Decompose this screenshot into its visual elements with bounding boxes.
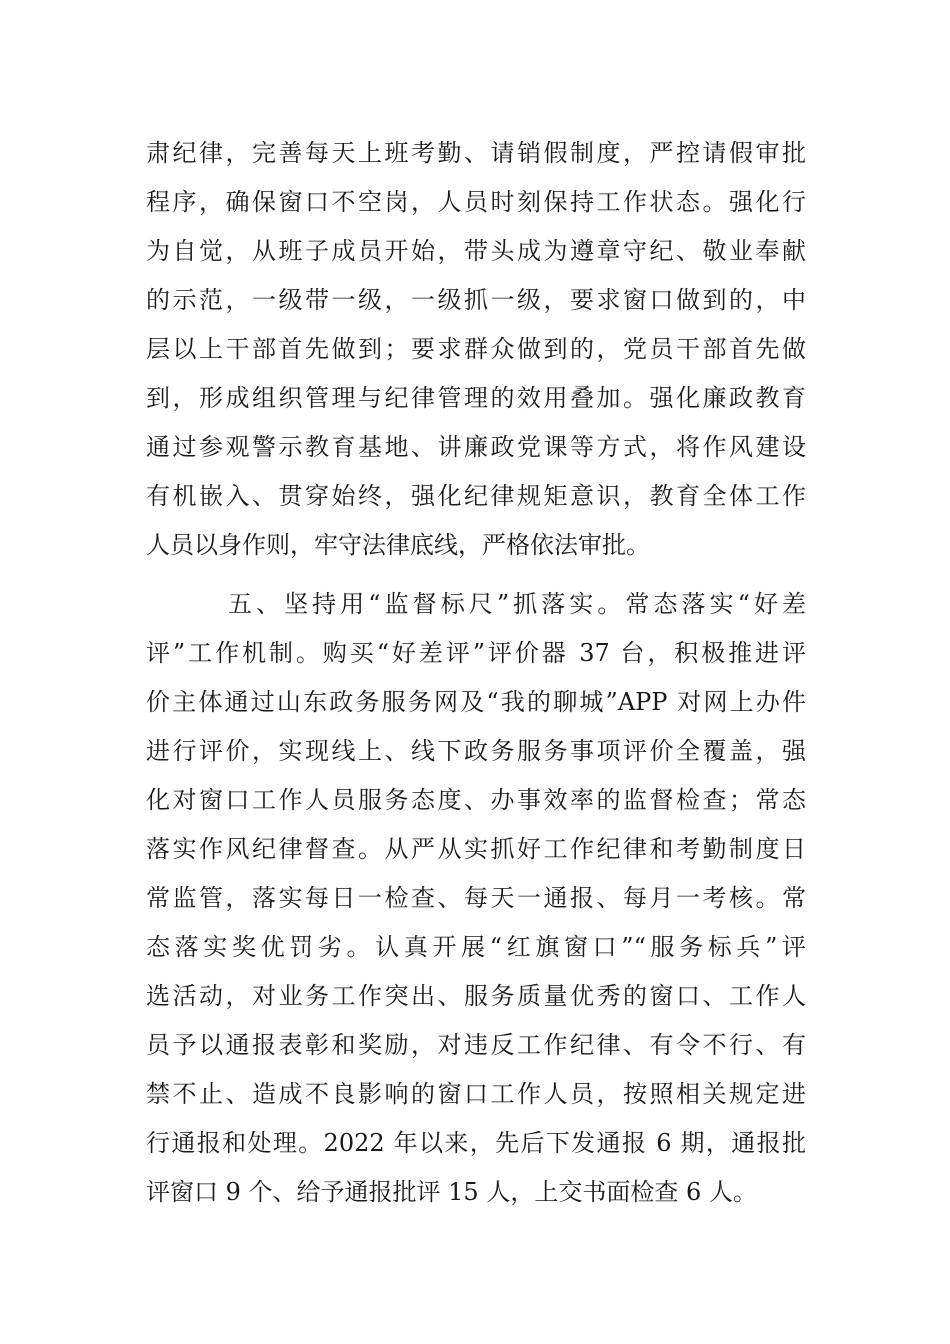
text-line: 落实作风纪律督查。从严从实抓好工作纪律和考勤制度日 (146, 835, 806, 863)
text-line: 有机嵌入、贯穿始终，强化纪律规矩意识，教育全体工作 (146, 482, 806, 510)
text-line: 常监管，落实每日一检查、每天一通报、每月一考核。常 (146, 884, 806, 912)
text-line: 为自觉，从班子成员开始，带头成为遵章守纪、敬业奉献 (146, 237, 806, 265)
section-heading-line: 五、坚持用“监督标尺”抓落实。常态落实“好差 (228, 590, 806, 618)
text-line: 化对窗口工作人员服务态度、办事效率的监督检查；常态 (146, 786, 806, 814)
text-line: 选活动，对业务工作突出、服务质量优秀的窗口、工作人 (146, 982, 806, 1010)
text-line: 员予以通报表彰和奖励，对违反工作纪律、有令不行、有 (146, 1031, 806, 1059)
text-line: 的示范，一级带一级，一级抓一级，要求窗口做到的，中 (146, 286, 806, 314)
text-line: 价主体通过山东政务服务网及“我的聊城”APP 对网上办件 (146, 688, 806, 716)
text-line: 肃纪律，完善每天上班考勤、请销假制度，严控请假审批 (146, 139, 806, 167)
text-line: 人员以身作则，牢守法律底线，严格依法审批。 (146, 531, 650, 559)
text-line: 行通报和处理。2022 年以来，先后下发通报 6 期，通报批 (146, 1129, 806, 1157)
text-line: 到，形成组织管理与纪律管理的效用叠加。强化廉政教育 (146, 384, 806, 412)
text-line: 通过参观警示教育基地、讲廉政党课等方式，将作风建设 (146, 433, 806, 461)
text-line: 程序，确保窗口不空岗，人员时刻保持工作状态。强化行 (146, 188, 806, 216)
text-line: 评”工作机制。购买“好差评”评价器 37 台，积极推进评 (146, 639, 806, 667)
text-line: 层以上干部首先做到；要求群众做到的，党员干部首先做 (146, 335, 806, 363)
text-line: 进行评价，实现线上、线下政务服务事项评价全覆盖，强 (146, 737, 806, 765)
text-line: 评窗口 9 个、给予通报批评 15 人，上交书面检查 6 人。 (146, 1178, 757, 1206)
text-line: 禁不止、造成不良影响的窗口工作人员，按照相关规定进 (146, 1080, 806, 1108)
text-line: 态落实奖优罚劣。认真开展“红旗窗口”“服务标兵”评 (146, 933, 806, 961)
